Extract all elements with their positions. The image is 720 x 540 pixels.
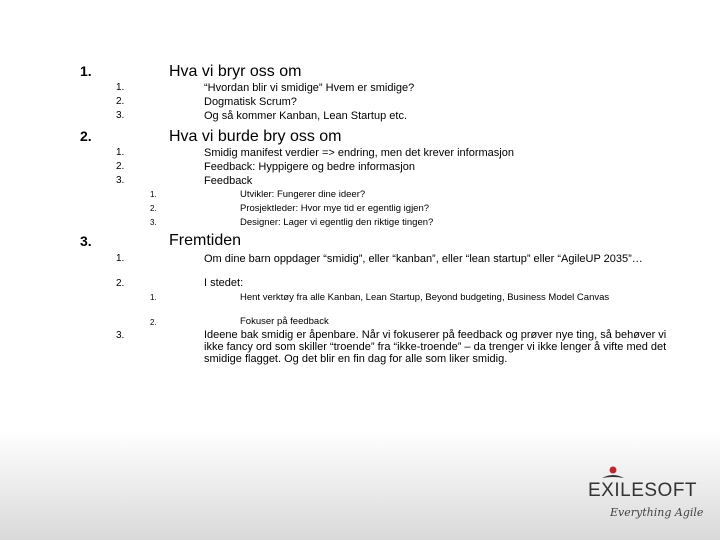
list-item-text: Feedback: Hyppigere og bedre informasjon [204,161,415,173]
list-item-text: “Hvordan blir vi smidige” Hvem er smidige? [204,82,415,94]
list-item-number: 1. [116,253,125,264]
list-item-text: Ideene bak smidig er åpenbare. Når vi fokuserer på feedback og prøver nye ting, så behøver vi ikke fancy ord som skiller “troende” fra “ikke-troende” – da trenger vi ikke lenger å vifte med det smidige flagget. Og det blir en fin dag for alle som liker smidig. [204,329,667,365]
list-item-number: 3. [116,330,125,341]
section-3-number: 3. [80,233,92,249]
sublist-item-number: 1. [150,293,157,302]
company-logo [588,472,718,524]
list-item-text: Og så kommer Kanban, Lean Startup etc. [204,110,408,122]
section-3-title: Fremtiden [169,232,242,249]
section-1-number: 1. [80,63,92,79]
logo-tagline: Everything Agile [610,506,704,519]
list-item-number: 3. [116,175,125,186]
list-item-text: Dogmatisk Scrum? [204,96,297,108]
sublist-item-text: Designer: Lager vi egentlig den riktige tingen? [240,217,434,228]
list-item-number: 2. [116,278,125,289]
section-2-title: Hva vi burde bry oss om [169,128,342,145]
sublist-item-text: Fokuser på feedback [240,316,329,327]
sublist-item-number: 2. [150,204,157,213]
list-item-number: 3. [116,110,125,121]
list-item-text: Om dine barn oppdager “smidig”, eller “kanban”, eller “lean startup” eller “AgileUP 2035”… [204,253,643,265]
list-item-number: 2. [116,161,125,172]
list-item-number: 1. [116,147,125,158]
sublist-item-number: 3. [150,218,157,227]
sublist-item-number: 2. [150,318,157,327]
sublist-item-text: Prosjektleder: Hvor mye tid er egentlig igjen? [240,203,430,214]
sublist-item-text: Utvikler: Fungerer dine ideer? [240,189,366,200]
logo-name: EXILESOFT [588,480,698,501]
list-item-text: Smidig manifest verdier => endring, men det krever informasjon [204,147,514,159]
list-item-text: I stedet: [204,277,244,289]
list-item-number: 1. [116,82,125,93]
sublist-item-number: 1. [150,190,157,199]
section-2-number: 2. [80,128,92,144]
list-item-text: Feedback [204,175,253,187]
list-item-number: 2. [116,96,125,107]
sublist-item-text: Hent verktøy fra alle Kanban, Lean Startup, Beyond budgeting, Business Model Canvas [240,292,610,303]
section-1-title: Hva vi bryr oss om [169,63,302,80]
